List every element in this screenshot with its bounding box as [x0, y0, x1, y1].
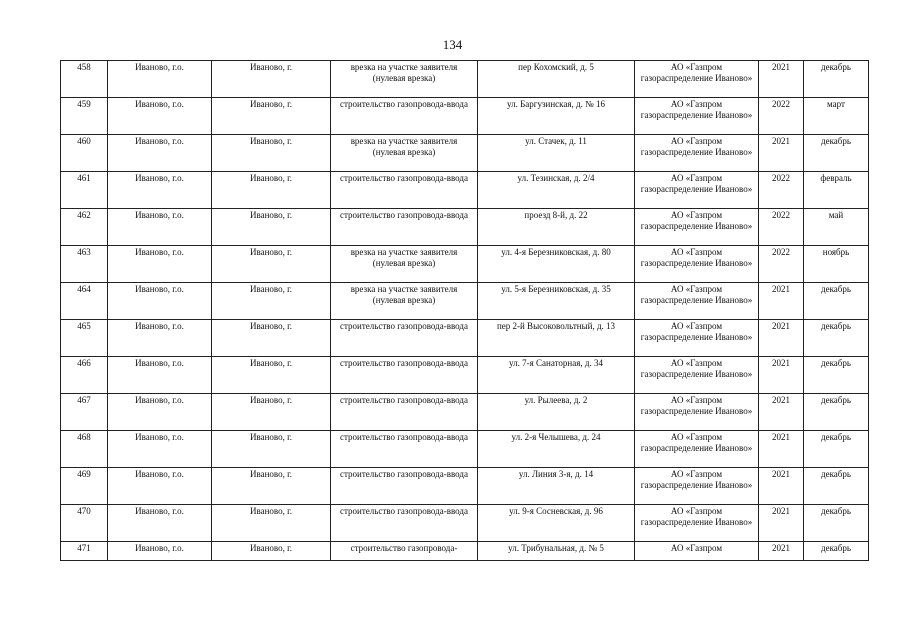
registry-table-body: [61, 61, 869, 561]
month-cell: декабрь: [804, 283, 869, 320]
table-row: [61, 394, 869, 431]
row-number-cell: 471: [61, 542, 108, 561]
work-type-cell: строительство газопровода-ввода: [331, 209, 478, 246]
address-cell: ул. 5-я Березниковская, д. 35: [478, 283, 635, 320]
table-row: [61, 505, 869, 542]
year-cell: 2021: [759, 61, 804, 98]
district-cell: Иваново, г.о.: [108, 135, 212, 172]
row-number-cell: 461: [61, 172, 108, 209]
year-cell: 2021: [759, 505, 804, 542]
organization-cell: АО «Газпром газораспределение Иваново»: [635, 246, 759, 283]
organization-cell: АО «Газпром газораспределение Иваново»: [635, 283, 759, 320]
district-cell: Иваново, г.о.: [108, 246, 212, 283]
table-row: [61, 135, 869, 172]
year-cell: 2021: [759, 357, 804, 394]
month-cell: декабрь: [804, 431, 869, 468]
month-cell: декабрь: [804, 468, 869, 505]
work-type-cell: врезка на участке заявителя (нулевая врезка): [331, 246, 478, 283]
address-cell: пер Кохомский, д. 5: [478, 61, 635, 98]
year-cell: 2021: [759, 468, 804, 505]
table-row: [61, 468, 869, 505]
organization-cell: АО «Газпром газораспределение Иваново»: [635, 135, 759, 172]
district-cell: Иваново, г.о.: [108, 172, 212, 209]
year-cell: 2022: [759, 98, 804, 135]
table-row: [61, 246, 869, 283]
row-number-cell: 466: [61, 357, 108, 394]
row-number-cell: 467: [61, 394, 108, 431]
address-cell: ул. 2-я Челышева, д. 24: [478, 431, 635, 468]
year-cell: 2021: [759, 320, 804, 357]
month-cell: декабрь: [804, 135, 869, 172]
year-cell: 2022: [759, 209, 804, 246]
row-number-cell: 463: [61, 246, 108, 283]
locality-cell: Иваново, г.: [212, 172, 331, 209]
month-cell: декабрь: [804, 394, 869, 431]
organization-cell: АО «Газпром газораспределение Иваново»: [635, 61, 759, 98]
address-cell: ул. Рылеева, д. 2: [478, 394, 635, 431]
work-type-cell: строительство газопровода-ввода: [331, 172, 478, 209]
work-type-cell: строительство газопровода-ввода: [331, 357, 478, 394]
year-cell: 2021: [759, 542, 804, 561]
table-row: [61, 542, 869, 561]
row-number-cell: 465: [61, 320, 108, 357]
organization-cell: АО «Газпром газораспределение Иваново»: [635, 172, 759, 209]
locality-cell: Иваново, г.: [212, 98, 331, 135]
organization-cell: АО «Газпром газораспределение Иваново»: [635, 357, 759, 394]
district-cell: Иваново, г.о.: [108, 283, 212, 320]
month-cell: декабрь: [804, 61, 869, 98]
table-row: [61, 357, 869, 394]
month-cell: декабрь: [804, 320, 869, 357]
district-cell: Иваново, г.о.: [108, 357, 212, 394]
district-cell: Иваново, г.о.: [108, 505, 212, 542]
locality-cell: Иваново, г.: [212, 246, 331, 283]
locality-cell: Иваново, г.: [212, 283, 331, 320]
work-type-cell: строительство газопровода-ввода: [331, 98, 478, 135]
address-cell: ул. 9-я Сосневская, д. 96: [478, 505, 635, 542]
year-cell: 2021: [759, 283, 804, 320]
work-type-cell: строительство газопровода-: [331, 542, 478, 561]
table-row: [61, 98, 869, 135]
district-cell: Иваново, г.о.: [108, 468, 212, 505]
registry-table: [60, 60, 869, 561]
organization-cell: АО «Газпром газораспределение Иваново»: [635, 98, 759, 135]
row-number-cell: 464: [61, 283, 108, 320]
address-cell: ул. 7-я Санаторная, д. 34: [478, 357, 635, 394]
organization-cell: АО «Газпром газораспределение Иваново»: [635, 394, 759, 431]
locality-cell: Иваново, г.: [212, 542, 331, 561]
year-cell: 2021: [759, 394, 804, 431]
year-cell: 2022: [759, 172, 804, 209]
work-type-cell: строительство газопровода-ввода: [331, 505, 478, 542]
district-cell: Иваново, г.о.: [108, 98, 212, 135]
locality-cell: Иваново, г.: [212, 505, 331, 542]
locality-cell: Иваново, г.: [212, 209, 331, 246]
row-number-cell: 462: [61, 209, 108, 246]
address-cell: ул. Трибунальная, д. № 5: [478, 542, 635, 561]
row-number-cell: 460: [61, 135, 108, 172]
address-cell: ул. 4-я Березниковская, д. 80: [478, 246, 635, 283]
work-type-cell: строительство газопровода-ввода: [331, 431, 478, 468]
work-type-cell: строительство газопровода-ввода: [331, 394, 478, 431]
district-cell: Иваново, г.о.: [108, 542, 212, 561]
month-cell: март: [804, 98, 869, 135]
district-cell: Иваново, г.о.: [108, 61, 212, 98]
address-cell: ул. Баргузинская, д. № 16: [478, 98, 635, 135]
table-row: [61, 431, 869, 468]
month-cell: февраль: [804, 172, 869, 209]
organization-cell: АО «Газпром газораспределение Иваново»: [635, 505, 759, 542]
table-row: [61, 209, 869, 246]
organization-cell: АО «Газпром газораспределение Иваново»: [635, 431, 759, 468]
locality-cell: Иваново, г.: [212, 357, 331, 394]
year-cell: 2022: [759, 246, 804, 283]
work-type-cell: строительство газопровода-ввода: [331, 320, 478, 357]
work-type-cell: врезка на участке заявителя (нулевая врезка): [331, 283, 478, 320]
table-row: [61, 61, 869, 98]
month-cell: декабрь: [804, 357, 869, 394]
table-row: [61, 320, 869, 357]
district-cell: Иваново, г.о.: [108, 320, 212, 357]
locality-cell: Иваново, г.: [212, 135, 331, 172]
locality-cell: Иваново, г.: [212, 320, 331, 357]
address-cell: ул. Тезинская, д. 2/4: [478, 172, 635, 209]
month-cell: май: [804, 209, 869, 246]
organization-cell: АО «Газпром газораспределение Иваново»: [635, 320, 759, 357]
work-type-cell: врезка на участке заявителя (нулевая врезка): [331, 135, 478, 172]
locality-cell: Иваново, г.: [212, 394, 331, 431]
work-type-cell: врезка на участке заявителя (нулевая врезка): [331, 61, 478, 98]
organization-cell: АО «Газпром: [635, 542, 759, 561]
organization-cell: АО «Газпром газораспределение Иваново»: [635, 468, 759, 505]
year-cell: 2021: [759, 135, 804, 172]
row-number-cell: 470: [61, 505, 108, 542]
district-cell: Иваново, г.о.: [108, 431, 212, 468]
row-number-cell: 469: [61, 468, 108, 505]
row-number-cell: 458: [61, 61, 108, 98]
month-cell: декабрь: [804, 542, 869, 561]
district-cell: Иваново, г.о.: [108, 209, 212, 246]
row-number-cell: 459: [61, 98, 108, 135]
organization-cell: АО «Газпром газораспределение Иваново»: [635, 209, 759, 246]
month-cell: ноябрь: [804, 246, 869, 283]
work-type-cell: строительство газопровода-ввода: [331, 468, 478, 505]
address-cell: проезд 8-й, д. 22: [478, 209, 635, 246]
address-cell: ул. Стачек, д. 11: [478, 135, 635, 172]
locality-cell: Иваново, г.: [212, 61, 331, 98]
table-row: [61, 172, 869, 209]
address-cell: пер 2-й Высоковольтный, д. 13: [478, 320, 635, 357]
district-cell: Иваново, г.о.: [108, 394, 212, 431]
locality-cell: Иваново, г.: [212, 468, 331, 505]
year-cell: 2021: [759, 431, 804, 468]
table-row: [61, 283, 869, 320]
row-number-cell: 468: [61, 431, 108, 468]
month-cell: декабрь: [804, 505, 869, 542]
page-number: 134: [442, 37, 463, 52]
address-cell: ул. Линия 3-я, д. 14: [478, 468, 635, 505]
locality-cell: Иваново, г.: [212, 431, 331, 468]
